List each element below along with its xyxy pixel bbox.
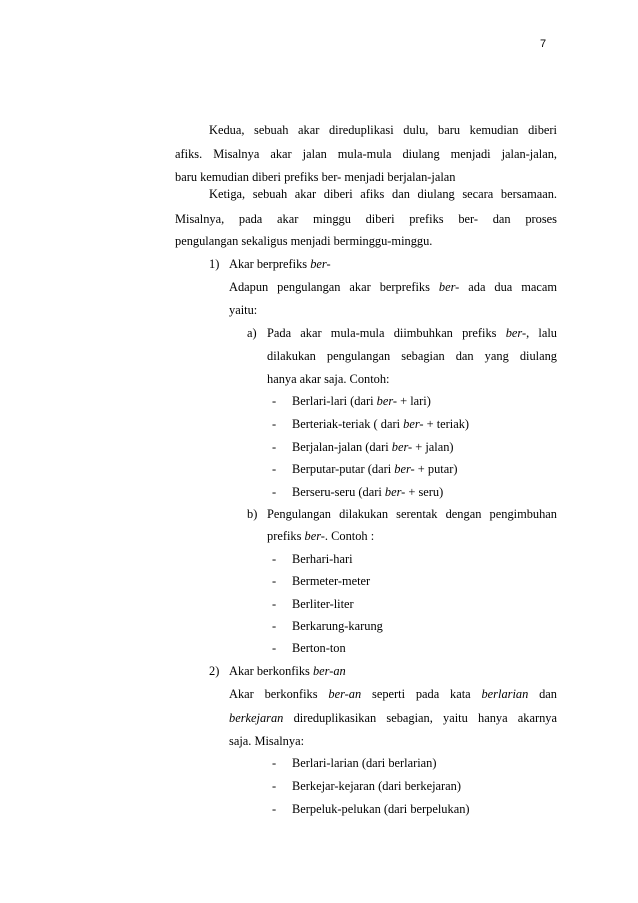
example-item: Bermeter-meter	[292, 574, 371, 588]
section-2-line-3: saja. Misalnya:	[229, 734, 305, 748]
example-item: Berjalan-jalan (dari ber- + jalan)	[292, 440, 454, 454]
list-dash: -	[272, 417, 277, 431]
item-a-line-1: Pada akar mula-mula diimbuhkan prefiks ber-, lalu	[267, 326, 557, 340]
paragraph-2-line-3: pengulangan sekaligus menjadi berminggu-minggu.	[175, 234, 433, 248]
list-dash: -	[272, 802, 277, 816]
page-number: 7	[540, 38, 547, 50]
list-dash: -	[272, 779, 277, 793]
section-1-number: 1)	[209, 257, 220, 271]
example-item: Berton-ton	[292, 641, 346, 655]
section-2-line-1: Akar berkonfiks ber-an seperti pada kata berlarian dan	[229, 687, 557, 701]
section-1-intro-line-1: Adapun pengulangan akar berprefiks ber- ada dua macam	[229, 280, 558, 294]
item-b-line-2: prefiks ber-. Contoh :	[267, 529, 375, 543]
example-item: Berkarung-karung	[292, 619, 383, 633]
example-item: Berputar-putar (dari ber- + putar)	[292, 462, 458, 476]
section-2-heading: Akar berkonfiks ber-an	[229, 664, 346, 678]
list-dash: -	[272, 462, 277, 476]
list-dash: -	[272, 552, 277, 566]
list-dash: -	[272, 641, 277, 655]
example-item: Berseru-seru (dari ber- + seru)	[292, 485, 444, 499]
list-dash: -	[272, 485, 277, 499]
list-dash: -	[272, 394, 277, 408]
item-a-line-2: dilakukan pengulangan sebagian dan yang diulang	[267, 349, 557, 363]
example-item: Berlari-larian (dari berlarian)	[292, 756, 437, 770]
list-dash: -	[272, 619, 277, 633]
example-item: Berkejar-kejaran (dari berkejaran)	[292, 779, 461, 793]
list-dash: -	[272, 756, 277, 770]
section-2-number: 2)	[209, 664, 220, 678]
example-item: Berlari-lari (dari ber- + lari)	[292, 394, 431, 408]
item-b-label: b)	[247, 507, 258, 521]
item-a-label: a)	[247, 326, 257, 340]
section-2-line-2: berkejaran direduplikasikan sebagian, yaitu hanya akarnya	[229, 711, 557, 725]
section-1-heading: Akar berprefiks ber-	[229, 257, 331, 271]
list-dash: -	[272, 440, 277, 454]
paragraph-1-line-1: Kedua, sebuah akar direduplikasi dulu, baru kemudian diberi	[209, 123, 557, 137]
section-1-intro-line-2: yaitu:	[229, 303, 258, 317]
example-item: Berpeluk-pelukan (dari berpelukan)	[292, 802, 470, 816]
item-b-line-1: Pengulangan dilakukan serentak dengan pengimbuhan	[267, 507, 557, 521]
paragraph-1-line-2: afiks. Misalnya akar jalan mula-mula diulang menjadi jalan-jalan,	[175, 147, 557, 161]
item-a-line-3: hanya akar saja. Contoh:	[267, 372, 390, 386]
list-dash: -	[272, 597, 277, 611]
example-item: Berteriak-teriak ( dari ber- + teriak)	[292, 417, 470, 431]
paragraph-2-line-2: Misalnya, pada akar minggu diberi prefiks ber- dan proses	[175, 212, 557, 226]
paragraph-1-line-3: baru kemudian diberi prefiks ber- menjadi berjalan-jalan	[175, 170, 456, 184]
list-dash: -	[272, 574, 277, 588]
example-item: Berliter-liter	[292, 597, 354, 611]
paragraph-2-line-1: Ketiga, sebuah akar diberi afiks dan diulang secara bersamaan.	[209, 187, 557, 201]
example-item: Berhari-hari	[292, 552, 353, 566]
